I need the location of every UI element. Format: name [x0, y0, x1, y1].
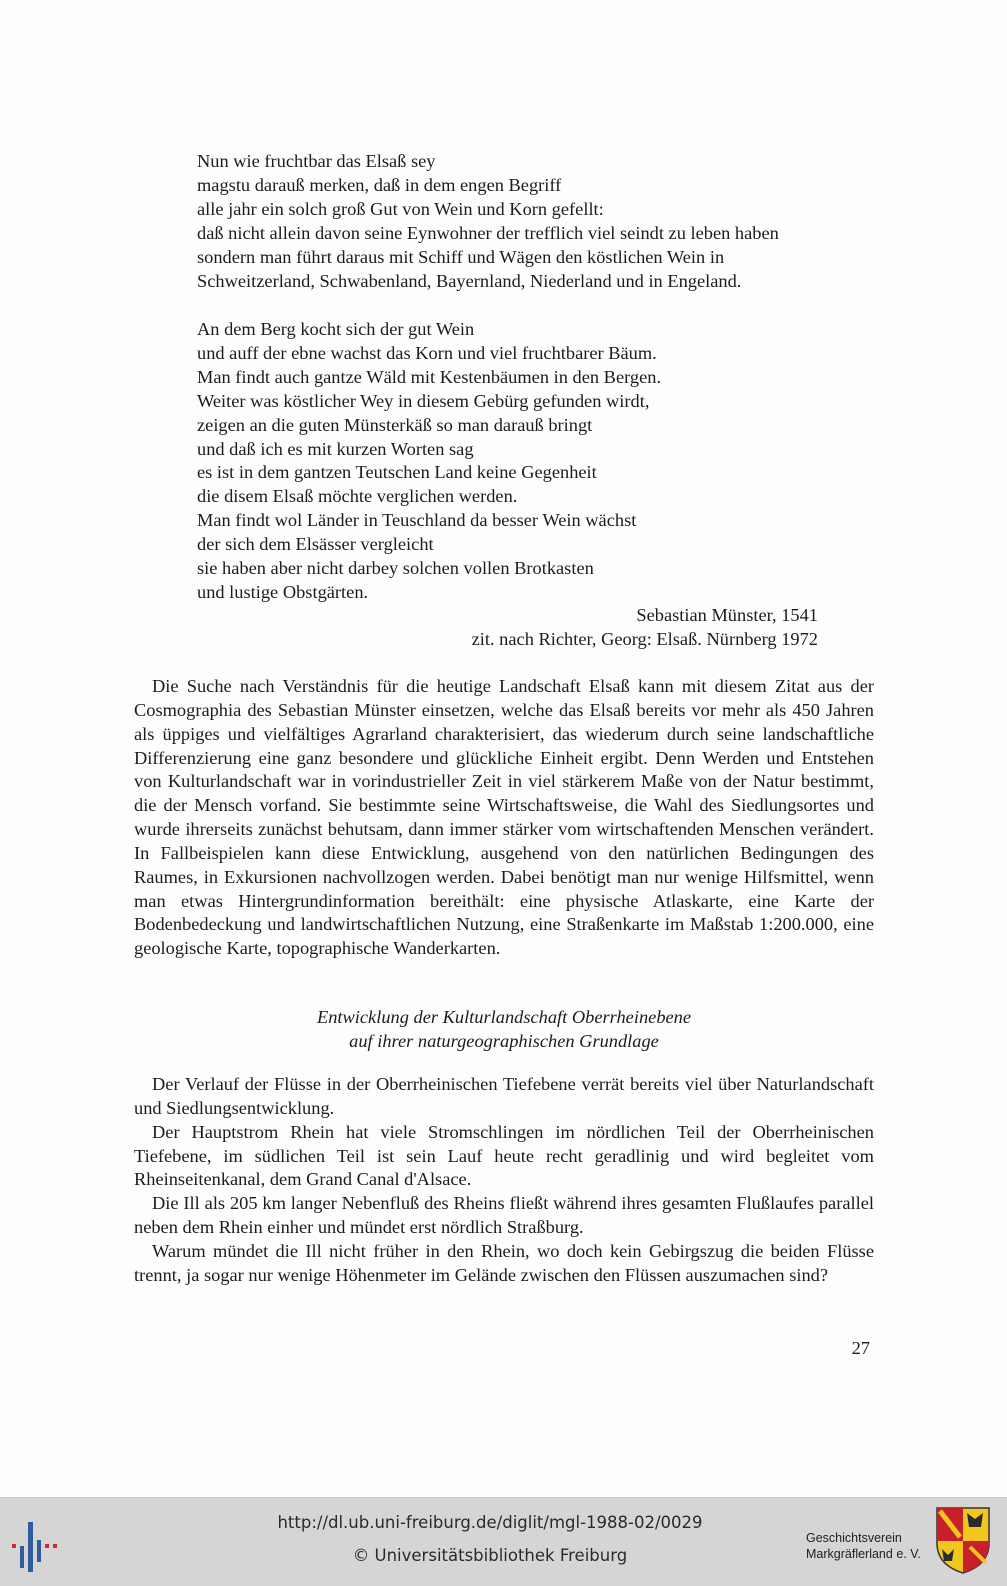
verse-line: es ist in dem gantzen Teutschen Land keine Gegenheit: [197, 462, 597, 483]
page-number: 27: [851, 1338, 870, 1358]
verse-line: Weiter was köstlicher Wey in diesem Gebürg gefunden wirdt,: [197, 390, 650, 411]
verse-line: alle jahr ein solch groß Gut von Wein und Korn gefellt:: [197, 198, 604, 219]
section-heading: [134, 1005, 874, 1053]
section-body: [134, 1073, 874, 1288]
footer-bar: [0, 1497, 1007, 1586]
body-paragraph: Der Hauptstrom Rhein hat viele Stromschlingen im nördlichen Teil der Oberrheinischen Tiefebene, im südlichen Teil ist sein Lauf heute recht geradlinig und wird begleitet vom Rheinseitenkanal, dem Grand Canal d'Alsace.: [134, 1121, 874, 1190]
verse-line: sie haben aber nicht darbey solchen vollen Brotkasten: [197, 558, 594, 579]
verse-line: Man findt auch gantze Wäld mit Kestenbäumen in den Bergen.: [197, 366, 662, 387]
society-name-line-2: Markgräflerland e. V.: [806, 1547, 921, 1561]
document-url-link[interactable]: http://dl.ub.uni-freiburg.de/diglit/mgl-1988-02/0029: [277, 1513, 703, 1532]
intro-paragraph: Die Suche nach Verständnis für die heutige Landschaft Elsaß kann mit diesem Zitat aus der Cosmographia des Sebastian Münster einsetzen, welche das Elsaß bereits vor mehr als 450 Jahren als üppiges und vielfältiges Agrarland charakterisiert, das wiederum durch seine landschaftliche Differenzierung eine ganz besondere und glückliche Einheit ergibt. Denn Werden und Entstehen von Kulturlandschaft war in vorindustrieller Zeit in viel stärkerem Maße von der Natur bestimmt, die der Mensch vorfand. Sie bestimmte seine Wirtschaftsweise, die Wahl des Siedlungsortes und wurde ihrerseits zunächst behutsam, dann immer stärker vom wirtschaftenden Menschen verändert. In Fallbeispielen kann diese Entwicklung, ausgehend von den natürlichen Bedingungen des Raumes, in Exkursionen nachvollzogen werden. Dabei benötigt man nur wenige Hilfsmittel, wenn man etwas Hintergrundinformation bereithält: eine physische Atlaskarte, eine Karte der Bodenbedeckung und landwirtschaftlichen Nutzung, eine Straßenkarte im Maßstab 1:200.000, eine geologische Karte, topographische Wanderkarten.: [134, 676, 874, 959]
copyright-notice: © Universitätsbibliothek Freiburg: [352, 1546, 628, 1565]
body-paragraph: Die Ill als 205 km langer Nebenfluß des Rheins fließt während ihres gesamten Flußlaufes parallel neben dem Rhein einher und mündet erst nördlich Straßburg.: [134, 1193, 874, 1238]
verse-line: magstu darauß merken, daß in dem engen Begriff: [197, 174, 562, 195]
coat-of-arms-icon: [934, 1505, 992, 1575]
verse-line: Man findt wol Länder in Teuschland da besser Wein wächst: [197, 510, 637, 531]
society-name: [806, 1530, 921, 1562]
verse-line: und lustige Obstgärten.: [197, 581, 369, 602]
quote-stanza-1: [197, 150, 779, 293]
quote-stanza-2: [197, 318, 661, 605]
verse-line: daß nicht allein davon seine Eynwohner der trefflich viel seindt zu leben haben: [197, 222, 779, 243]
society-name-line-1: Geschichtsverein: [806, 1531, 902, 1545]
verse-line: der sich dem Elsässer vergleicht: [197, 534, 434, 555]
verse-line: sondern man führt daraus mit Schiff und Wägen den köstlichen Wein in: [197, 246, 725, 267]
verse-line: und auff der ebne wachst das Korn und viel fruchtbarer Bäum.: [197, 342, 657, 363]
section-heading-line-1: Entwicklung der Kulturlandschaft Oberrheinebene: [316, 1007, 692, 1027]
verse-line: und daß ich es mit kurzen Worten sag: [197, 438, 474, 459]
body-paragraph: Warum mündet die Ill nicht früher in den Rhein, wo doch kein Gebirgszug die beiden Flüsse trennt, ja sogar nur wenige Höhenmeter im Gelände zwischen den Flüssen auszumachen sind?: [134, 1240, 874, 1285]
body-paragraph: Der Verlauf der Flüsse in der Oberrheinischen Tiefebene verrät bereits viel über Naturlandschaft und Siedlungsentwicklung.: [134, 1074, 874, 1118]
quote-attribution: Sebastian Münster, 1541: [636, 605, 818, 625]
quote-citation: zit. nach Richter, Georg: Elsaß. Nürnberg 1972: [471, 629, 818, 649]
verse-line: Nun wie fruchtbar das Elsaß sey: [197, 151, 436, 171]
verse-line: Schweitzerland, Schwabenland, Bayernland, Niederland und in Engeland.: [197, 270, 742, 291]
verse-line: An dem Berg kocht sich der gut Wein: [197, 319, 475, 339]
verse-line: zeigen an die guten Münsterkäß so man darauß bringt: [197, 414, 593, 435]
section-heading-line-2: auf ihrer naturgeographischen Grundlage: [349, 1031, 659, 1051]
library-logo-icon: [8, 1516, 64, 1574]
verse-line: die disem Elsaß möchte verglichen werden.: [197, 486, 518, 507]
